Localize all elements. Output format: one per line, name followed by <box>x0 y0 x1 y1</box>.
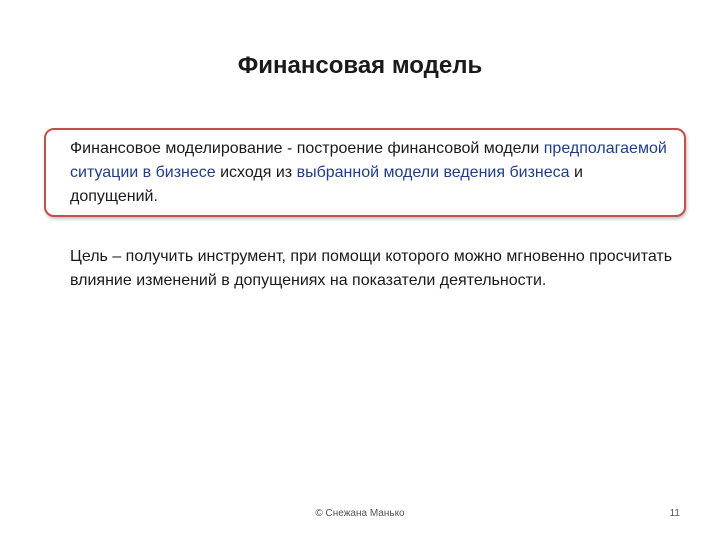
definition-part-3: и допущений. <box>70 164 583 205</box>
page-number: 11 <box>669 508 680 519</box>
slide-title: Финансовая модель <box>237 52 483 79</box>
definition-highlight-2: выбранной модели ведения бизнеса <box>296 164 570 181</box>
goal-text: Цель – получить инструмент, при помощи которого можно мгновенно просчитать влияние изменений в допущениях на показатели деятельности. <box>70 248 673 289</box>
definition-highlight-1: предполагаемой ситуации в бизнесе <box>70 140 667 181</box>
definition-text <box>70 137 670 209</box>
footer-copyright: © Снежана Манько <box>315 508 405 519</box>
definition-part-1: Финансовое моделирование - построение финансовой модели <box>70 140 544 157</box>
definition-part-2: исходя из <box>215 164 297 181</box>
